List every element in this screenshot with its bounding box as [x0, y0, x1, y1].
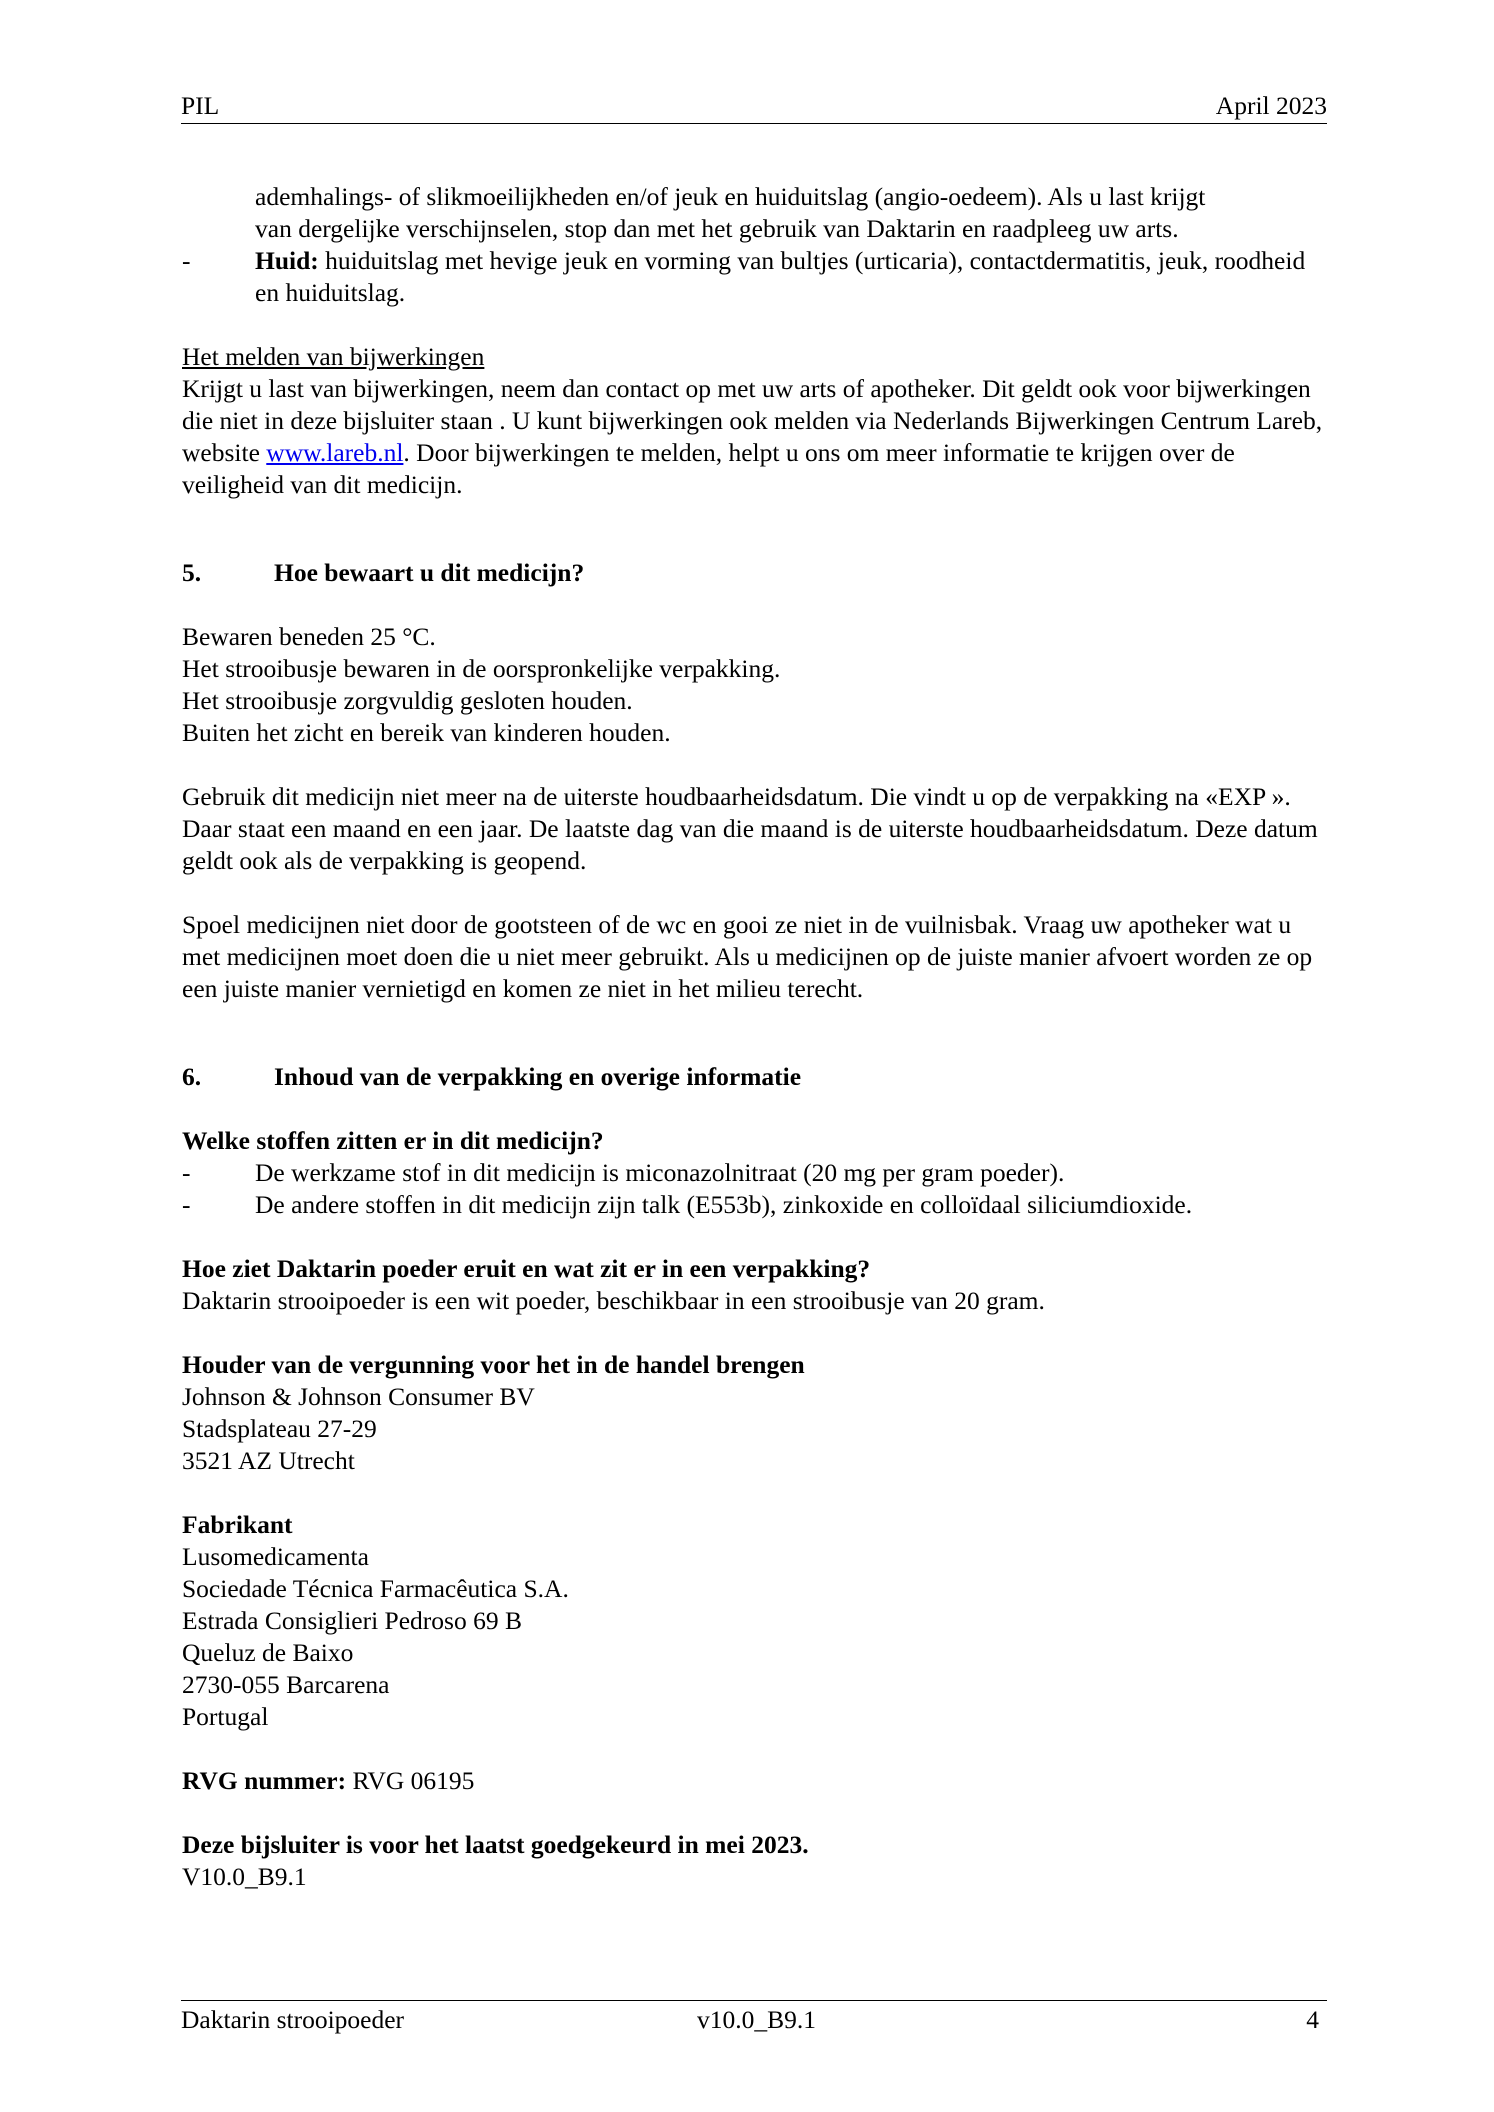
reporting-text-after: . Door bijwerkingen te melden, helpt u ons om meer informatie te krijgen over de veiligheid van dit medicijn.	[182, 438, 1235, 499]
footer-page-number: 4	[1306, 2005, 1319, 2034]
list-item	[182, 1189, 1328, 1221]
rvg-label: RVG nummer:	[182, 1766, 347, 1795]
address-line: Estrada Consiglieri Pedroso 69 B	[182, 1606, 522, 1635]
section-6-heading	[182, 1061, 1328, 1093]
bullet-dash: -	[182, 1190, 191, 1219]
huid-text: huiduitslag met hevige jeuk en vorming van bultjes (urticaria), contactdermatitis, jeuk, roodheid en huiduitslag.	[255, 246, 1306, 307]
footer-version: v10.0_B9.1	[697, 2005, 817, 2034]
version-code: V10.0_B9.1	[182, 1862, 307, 1891]
holder-address	[182, 1381, 1328, 1477]
huid-label: Huid:	[255, 246, 319, 275]
appearance-text: Daktarin strooipoeder is een wit poeder, beschikbaar in een strooibusje van 20 gram.	[182, 1286, 1045, 1315]
ingredient-other: De andere stoffen in dit medicijn zijn talk (E553b), zinkoxide en colloïdaal siliciumdioxide.	[255, 1190, 1193, 1219]
section-6-number: 6.	[182, 1062, 202, 1091]
section-6-title: Inhoud van de verpakking en overige informatie	[274, 1062, 802, 1091]
address-line: 3521 AZ Utrecht	[182, 1446, 355, 1475]
reporting-text-before: Krijgt u last van bijwerkingen, neem dan contact op met uw arts of apotheker. Dit geldt ook voor bijwerkingen die niet in deze bijsluiter staan . U kunt bijwerkingen ook melden via Nederlands Bijwerkingen Centrum Lareb, website	[182, 374, 1323, 467]
bullet-dash: -	[182, 1158, 191, 1187]
section-5-heading	[182, 557, 1328, 589]
holder-heading: Houder van de vergunning voor het in de handel brengen	[182, 1350, 805, 1379]
reporting-paragraph	[182, 373, 1328, 501]
list-item-huid	[182, 245, 1328, 309]
page-footer	[181, 2000, 1327, 2037]
header-date: April 2023	[1215, 91, 1327, 120]
manufacturer-address	[182, 1541, 1328, 1733]
bullet-dash: -	[182, 246, 191, 275]
section-5-number: 5.	[182, 558, 202, 587]
ingredient-active: De werkzame stof in dit medicijn is miconazolnitraat (20 mg per gram poeder).	[255, 1158, 1065, 1187]
address-line: Queluz de Baixo	[182, 1638, 354, 1667]
continuation-line-1: ademhalings- of slikmoeilijkheden en/of jeuk en huiduitslag (angio-oedeem). Als u last krijgt	[255, 182, 1206, 211]
address-line: Sociedade Técnica Farmacêutica S.A.	[182, 1574, 569, 1603]
address-line: Johnson & Johnson Consumer BV	[182, 1382, 535, 1411]
continuation-line-2: van dergelijke verschijnselen, stop dan met het gebruik van Daktarin en raadpleeg uw arts.	[255, 214, 1179, 243]
side-effect-continuation	[182, 181, 1328, 245]
section-5-title: Hoe bewaart u dit medicijn?	[274, 558, 585, 587]
rvg-number	[182, 1765, 1328, 1797]
storage-line: Bewaren beneden 25 °C.	[182, 622, 436, 651]
ingredients-heading: Welke stoffen zitten er in dit medicijn?	[182, 1126, 604, 1155]
appearance-heading: Hoe ziet Daktarin poeder eruit en wat zit er in een verpakking?	[182, 1254, 871, 1283]
rvg-value: RVG 06195	[346, 1766, 475, 1795]
address-line: 2730-055 Barcarena	[182, 1670, 390, 1699]
address-line: Lusomedicamenta	[182, 1542, 369, 1571]
manufacturer-heading: Fabrikant	[182, 1510, 293, 1539]
lareb-link[interactable]: www.lareb.nl	[266, 438, 404, 467]
approval-statement: Deze bijsluiter is voor het laatst goedgekeurd in mei 2023.	[182, 1830, 809, 1859]
storage-line: Het strooibusje zorgvuldig gesloten houden.	[182, 686, 633, 715]
list-item	[182, 1157, 1328, 1189]
page-header	[181, 90, 1327, 124]
footer-product-name: Daktarin strooipoeder	[181, 2005, 405, 2034]
storage-line: Buiten het zicht en bereik van kinderen houden.	[182, 718, 671, 747]
document-body	[182, 181, 1328, 1893]
storage-line: Het strooibusje bewaren in de oorspronkelijke verpakking.	[182, 654, 781, 683]
storage-instructions	[182, 621, 1328, 749]
reporting-heading: Het melden van bijwerkingen	[182, 342, 485, 371]
address-line: Portugal	[182, 1702, 269, 1731]
header-doc-type: PIL	[181, 91, 220, 120]
expiry-paragraph: Gebruik dit medicijn niet meer na de uiterste houdbaarheidsdatum. Die vindt u op de verpakking na «EXP ». Daar staat een maand en een jaar. De laatste dag van die maand is de uiterste houdbaarheidsdatum. Deze datum geldt ook als de verpakking is geopend.	[182, 782, 1318, 875]
address-line: Stadsplateau 27-29	[182, 1414, 377, 1443]
disposal-paragraph: Spoel medicijnen niet door de gootsteen of de wc en gooi ze niet in de vuilnisbak. Vraag uw apotheker wat u met medicijnen moet doen die u niet meer gebruikt. Als u medicijnen op de juiste manier afvoert worden ze op een juiste manier vernietigd en komen ze niet in het milieu terecht.	[182, 910, 1313, 1003]
